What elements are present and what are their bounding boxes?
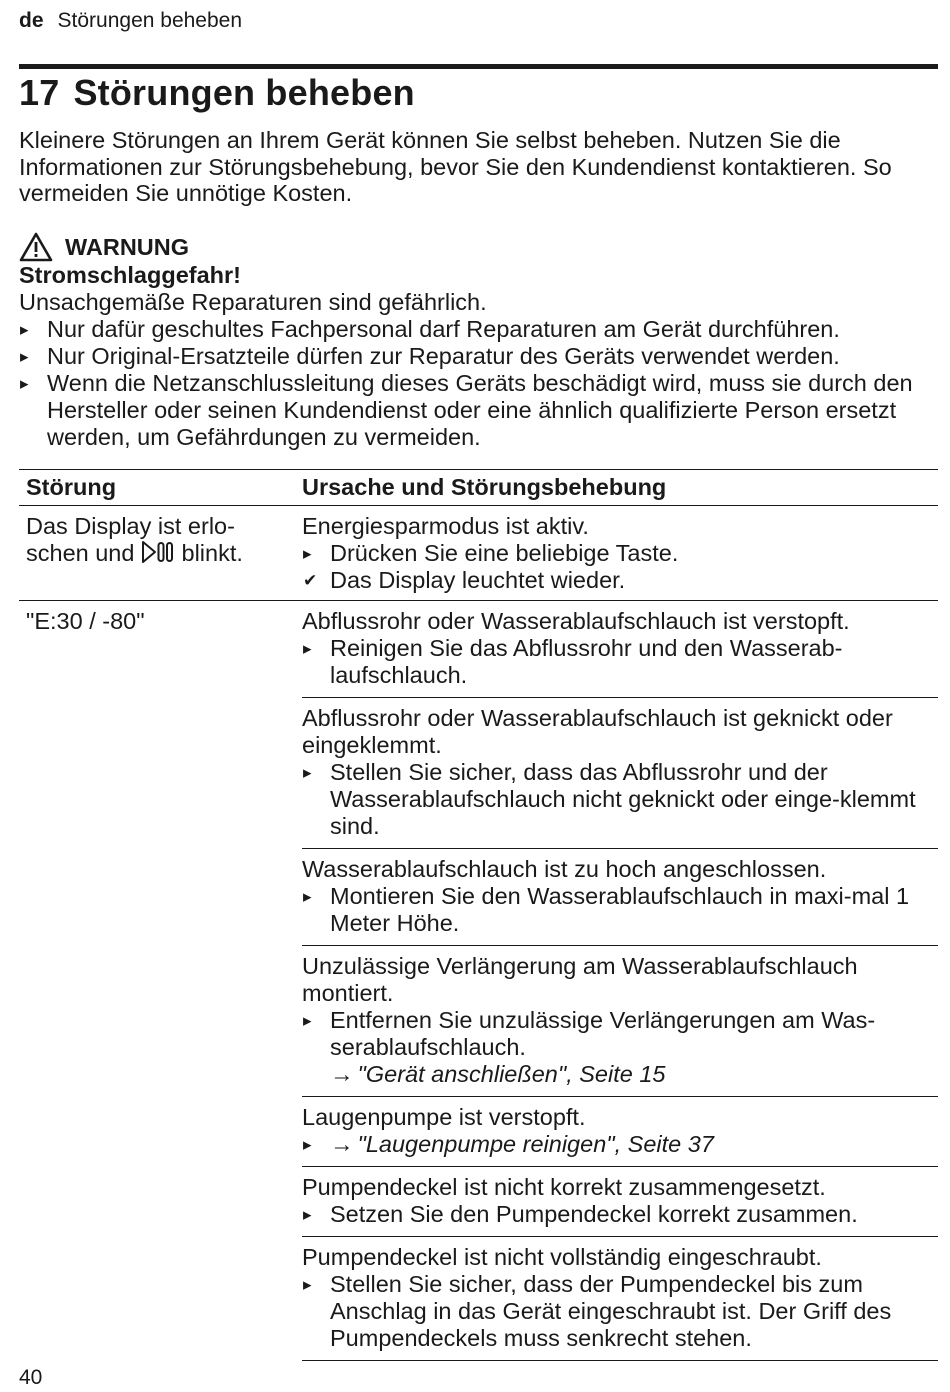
arrow-icon: →	[330, 1061, 354, 1087]
action-list	[302, 1007, 938, 1088]
cause-text: Energiesparmodus ist aktiv.	[302, 513, 589, 539]
action-list	[302, 635, 938, 689]
header-cause: Ursache und Störungsbehebung	[302, 474, 667, 500]
fault-cell: "E:30 / -80"	[26, 608, 145, 634]
start-pause-icon	[141, 540, 175, 570]
header-fault: Störung	[26, 474, 117, 500]
cause-block	[302, 1097, 938, 1167]
cause-text: Laugenpumpe ist verstopft.	[302, 1104, 586, 1130]
warning-item: ▸ Nur dafür geschultes Fachpersonal darf Reparaturen am Gerät durchführen.	[19, 316, 939, 343]
table-header	[19, 469, 938, 506]
cause-cell	[294, 601, 938, 1361]
header-rule	[19, 64, 938, 69]
warning-item: ▸ Wenn die Netzanschlussleitung dieses Geräts beschädigt wird, muss sie durch den Hersteller oder seinen Kundendienst oder eine ähnlich qualifizierte Person ersetzt werden, um Gefährdungen zu vermeiden.	[19, 370, 939, 451]
fault-cell	[19, 506, 294, 600]
warning-triangle-icon	[19, 232, 53, 262]
action-item: ▸ Stellen Sie sicher, dass das Abflussrohr und der Wasserablaufschlauch nicht geknickt oder einge-klemmt sind.	[302, 759, 938, 840]
table-row	[19, 601, 938, 1361]
action-list	[302, 540, 938, 567]
action-item: ▸ Stellen Sie sicher, dass der Pumpendeckel bis zum Anschlag in das Gerät eingeschraubt ist. Der Griff des Pumpendeckels muss senkrecht stehen.	[302, 1271, 938, 1352]
warning-label: WARNUNG	[65, 233, 190, 260]
cause-block	[302, 698, 938, 849]
cause-block	[302, 946, 938, 1097]
action-item: ▸ Reinigen Sie das Abflussrohr und den Wasserab-laufschlauch.	[302, 635, 938, 689]
action-item	[302, 1007, 938, 1088]
cause-text: Wasserablaufschlauch ist zu hoch angeschlossen.	[302, 856, 827, 882]
action-item: ▸ Drücken Sie eine beliebige Taste.	[302, 540, 938, 567]
cause-block	[302, 1167, 938, 1237]
page-number: 40	[19, 1366, 43, 1389]
language-code: de	[19, 9, 44, 32]
cause-text: Abflussrohr oder Wasserablaufschlauch ist verstopft.	[302, 608, 850, 634]
cause-cell	[294, 506, 938, 600]
cause-block	[302, 849, 938, 946]
action-list	[302, 759, 938, 840]
action-item	[302, 1131, 938, 1158]
section-name: Störungen beheben	[57, 9, 243, 32]
warning-list	[19, 316, 939, 451]
cause-block	[302, 506, 938, 600]
action-item: ▸ Setzen Sie den Pumpendeckel korrekt zusammen.	[302, 1201, 938, 1228]
action-list	[302, 883, 938, 937]
page-reference-link[interactable]: "Laugenpumpe reinigen", Seite 37	[357, 1131, 714, 1157]
cause-text: Unzulässige Verlängerung am Wasserablaufschlauch montiert.	[302, 953, 858, 1006]
chapter-number: 17	[19, 72, 60, 113]
table-row	[19, 506, 938, 601]
warning-block	[19, 232, 939, 451]
cause-block	[302, 1237, 938, 1361]
warning-heading	[19, 232, 939, 262]
chapter-title	[19, 72, 415, 114]
cause-block	[302, 601, 938, 698]
warning-text: Unsachgemäße Reparaturen sind gefährlich.	[19, 289, 487, 315]
fault-text: blinkt.	[181, 540, 243, 566]
page-reference-link[interactable]: "Gerät anschließen", Seite 15	[357, 1061, 666, 1087]
action-list	[302, 1131, 938, 1158]
intro-paragraph: Kleinere Störungen an Ihrem Gerät können Sie selbst beheben. Nutzen Sie die Informationen zur Störungsbehebung, bevor Sie den Kundendienst kontaktieren. So vermeiden Sie unnötige Kosten.	[19, 127, 892, 206]
action-item: ▸ Montieren Sie den Wasserablaufschlauch in maxi-mal 1 Meter Höhe.	[302, 883, 938, 937]
cause-text: Abflussrohr oder Wasserablaufschlauch ist geknickt oder eingeklemmt.	[302, 705, 893, 758]
warning-hazard: Stromschlaggefahr!	[19, 262, 241, 288]
result-list	[302, 567, 938, 594]
arrow-icon: →	[330, 1131, 354, 1157]
troubleshooting-table	[19, 469, 938, 1361]
cause-text: Pumpendeckel ist nicht korrekt zusammengesetzt.	[302, 1174, 826, 1200]
cause-text: Pumpendeckel ist nicht vollständig eingeschraubt.	[302, 1244, 822, 1270]
action-list	[302, 1201, 938, 1228]
chapter-title-text: Störungen beheben	[73, 72, 415, 113]
action-list	[302, 1271, 938, 1352]
warning-item: ▸ Nur Original-Ersatzteile dürfen zur Reparatur des Geräts verwendet werden.	[19, 343, 939, 370]
fault-text: Das Display ist erlo-schen und	[26, 513, 235, 566]
result-item: ✔ Das Display leuchtet wieder.	[302, 567, 938, 594]
action-text: Entfernen Sie unzulässige Verlängerungen am Was-serablaufschlauch.	[330, 1007, 876, 1060]
page-header	[19, 8, 242, 34]
